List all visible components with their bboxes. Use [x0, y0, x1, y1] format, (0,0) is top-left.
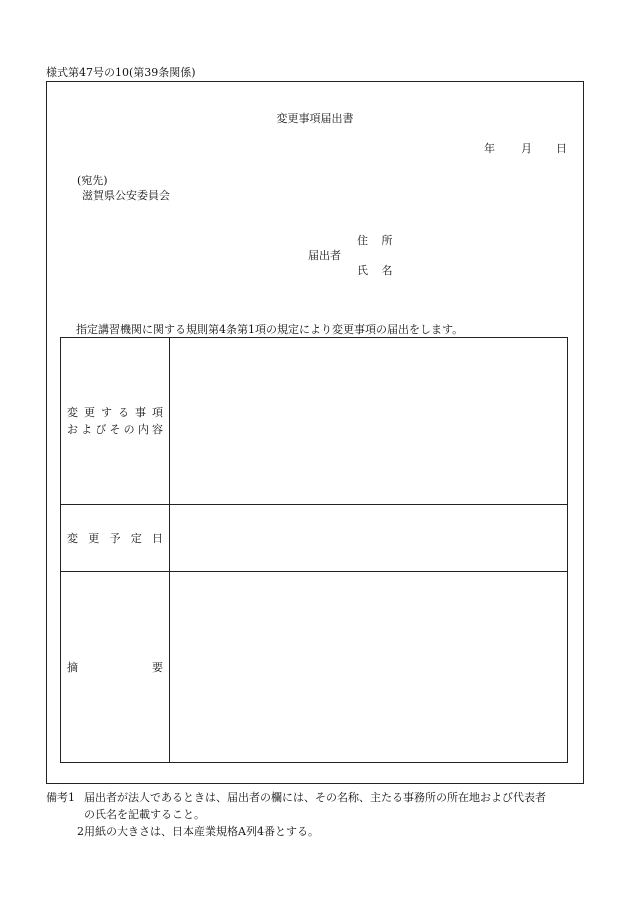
remarks-field[interactable] [170, 572, 568, 763]
note-number-1: 1 [68, 791, 75, 804]
note-text-1-line1: 届出者が法人であるときは、届出者の欄には、その名称、主たる事務所の所在地および代表者 [84, 791, 546, 804]
note-text-1 [84, 789, 546, 823]
form-title: 変更事項届出書 [276, 112, 354, 125]
date-month-label: 月 [521, 142, 532, 155]
note-item-1 [46, 789, 592, 823]
remarks-label [61, 572, 170, 763]
table-row-change-items [61, 338, 568, 505]
note-item-2 [46, 823, 592, 840]
change-items-label [61, 338, 170, 505]
change-date-label-text: 変更予定日 [67, 531, 163, 545]
note-text-1-line2: の氏名を記載すること。 [84, 808, 205, 821]
table-row-remarks [61, 572, 568, 763]
change-items-field[interactable] [170, 338, 568, 505]
address-label: 住 所 [357, 234, 398, 247]
remarks-label-text: 摘要 [67, 660, 163, 674]
table-row-change-date [61, 505, 568, 572]
notes-section [46, 789, 592, 840]
date-day-label: 日 [556, 142, 567, 155]
applicant-label: 届出者 [308, 249, 341, 262]
form-code: 様式第47号の10(第39条関係) [46, 66, 196, 79]
name-label: 氏 名 [357, 264, 398, 277]
date-year-label: 年 [484, 142, 495, 155]
change-items-label-line2: およびその内容 [67, 423, 163, 436]
change-items-label-line1: 変更する事項 [67, 406, 163, 419]
note-number-2: 2 [77, 825, 84, 838]
statement-text: 指定講習機関に関する規則第4条第1項の規定により変更事項の届出をします。 [76, 323, 464, 336]
note-head-1 [46, 789, 84, 823]
notes-heading: 備考 [46, 791, 68, 804]
addressee-name: 滋賀県公安委員会 [82, 189, 170, 202]
note-head-2 [46, 823, 84, 840]
addressee-prefix: (宛先) [77, 174, 108, 187]
note-text-2: 用紙の大きさは、日本産業規格A列4番とする。 [84, 825, 319, 838]
change-date-field[interactable] [170, 505, 568, 572]
change-date-label [61, 505, 170, 572]
change-table [60, 337, 568, 763]
